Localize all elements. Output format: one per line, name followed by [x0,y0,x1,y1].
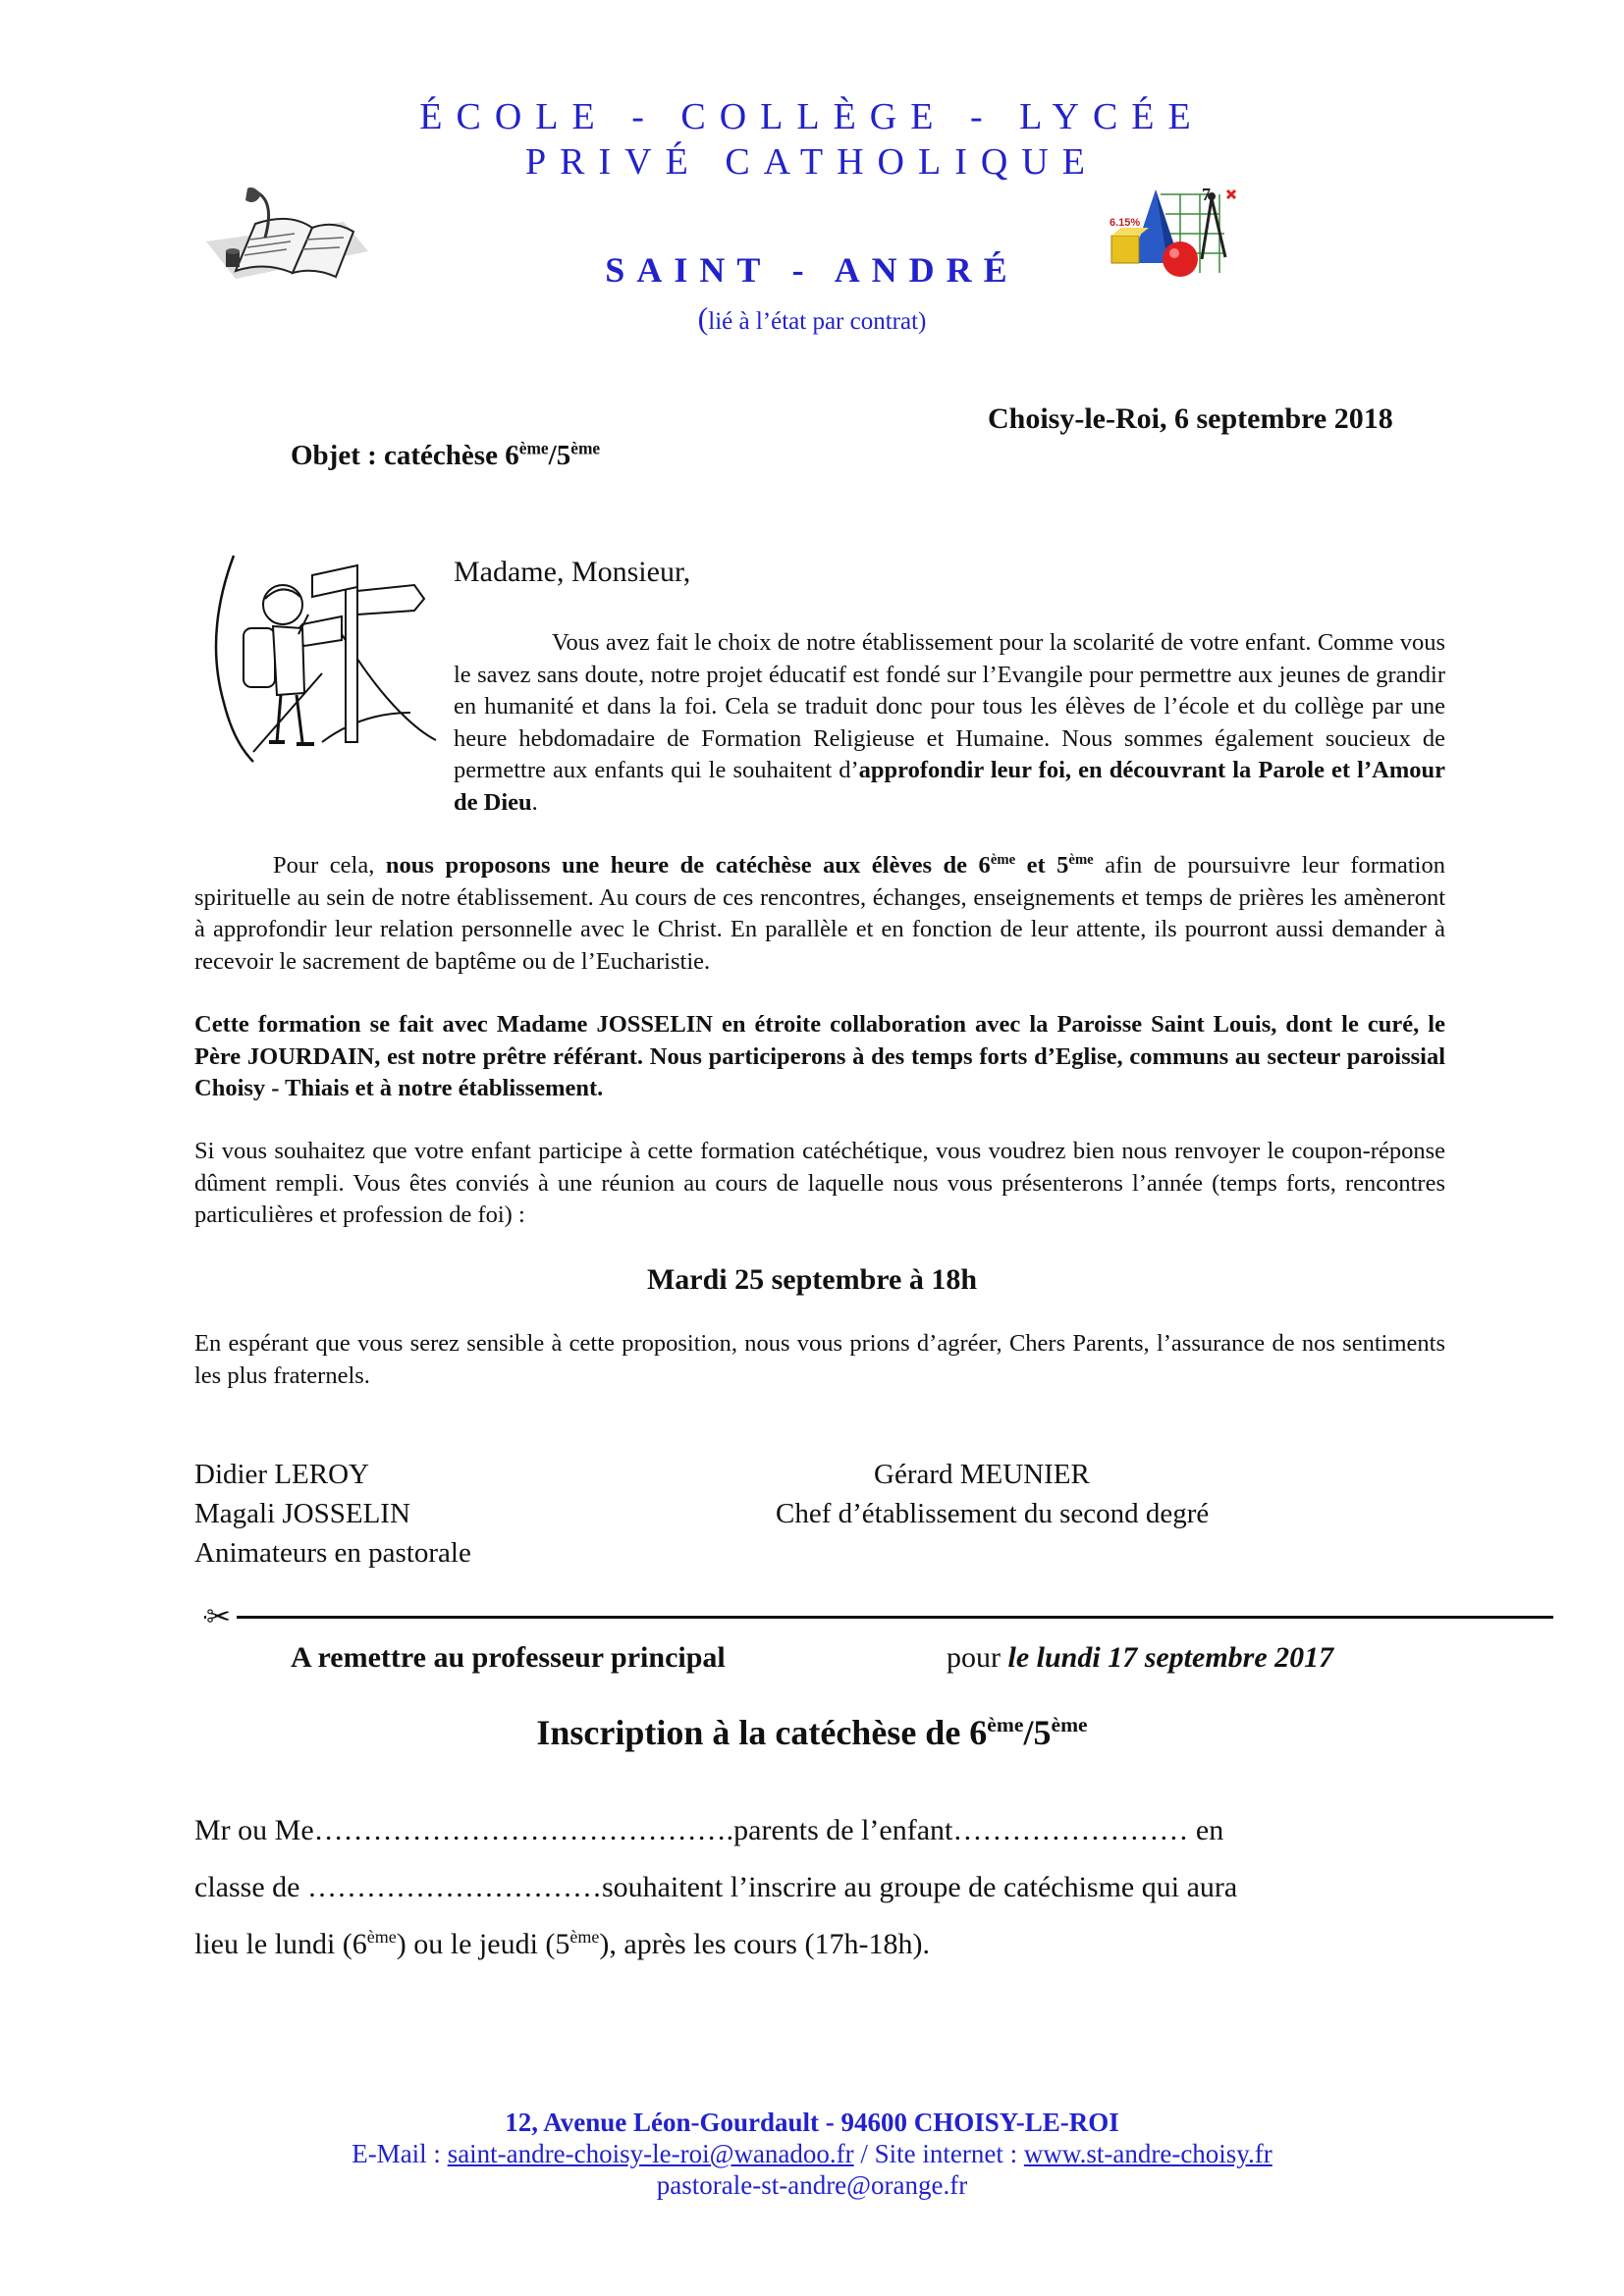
scissors-icon: ✂ [206,1600,237,1634]
svg-text:7: 7 [1202,185,1211,204]
paragraph-intro: Vous avez fait le choix de notre établissement pour la scolarité de votre enfant. Comme vous le savez sans doute, notre projet éducatif est fondé sur l’Evangile pour permettre aux jeunes de grandir en humanité et dans la foi. Cela se traduit donc pour tous les élèves de l’école et du collège par une heure hebdomadaire de Formation Religieuse et Humaine. Nous sommes également soucieux de permettre aux enfants qui le souhaitent d’approfondir leur foi, en découvrant la Parole et l’Amour de Dieu. [454,629,1445,816]
signatory-role: Chef d’établissement du second degré [776,1498,1210,1529]
signatory-name: Gérard MEUNIER [874,1459,1090,1490]
paragraph-invitation: Si vous souhaitez que votre enfant participe à cette formation catéchétique, vous voudrez bien nous renvoyer le coupon-réponse dûment rempli. Vous êtes conviés à une réunion au cours de laquelle nous vous présenterons l’année (temps forts, rencontres particulières et profession de foi) : [194,1138,1445,1228]
place-date: Choisy-le-Roi, 6 septembre 2018 [988,402,1393,435]
school-status: (lié à l’état par contrat) [697,300,927,336]
meeting-date: Mardi 25 septembre à 18h [646,1263,978,1296]
paragraph-closing: En espérant que vous serez sensible à cette proposition, nous vous prions d’agréer, Chers Parents, l’assurance de nos sentiments les plus fraternels. [194,1330,1445,1389]
cut-line [204,1616,1553,1619]
footer-email2: pastorale-st-andre@orange.fr [656,2170,968,2200]
coupon-deadline: pour le lundi 17 septembre 2017 [947,1641,1334,1674]
email-link[interactable]: saint-andre-choisy-le-roi@wanadoo.fr [447,2139,854,2168]
form-line-class[interactable]: classe de …………………………souhaitent l’inscrire au groupe de catéchisme qui aura [194,1871,1238,1903]
salutation: Madame, Monsieur, [454,556,691,588]
signatory-name: Didier LEROY [194,1459,369,1490]
paragraph-proposal: Pour cela, nous proposons une heure de catéchèse aux élèves de 6ème et 5ème afin de poursuivre leur formation spirituelle au sein de notre établissement. Au cours de ces rencontres, échanges, enseignements et temps de prières les amèneront à approfondir leur relation personnelle avec le Christ. En parallèle et en fonction de leur attente, ils pourront aussi demander à recevoir le sacrement de baptême ou de l’Eucharistie. [194,851,1445,975]
form-line-schedule: lieu le lundi (6ème) ou le jeudi (5ème), après les cours (17h-18h). [194,1927,930,1960]
signature-right [776,1455,1209,1533]
form-line-parents[interactable]: Mr ou Me…………………………………….parents de l’enfant…………………… en [194,1814,1224,1846]
subject-line: Objet : catéchèse 6ème/5ème [291,438,601,471]
hiker-signpost-illustration [194,546,438,770]
signatory-role: Animateurs en pastorale [194,1537,471,1569]
paragraph-collaboration: Cette formation se fait avec Madame JOSSELIN en étroite collaboration avec la Paroisse Saint Louis, dont le curé, le Père JOURDAIN, est notre prêtre référant. Nous participerons à des temps forts d’Eglise, communs au secteur paroissial Choisy - Thiais et à notre établissement. [194,1011,1445,1101]
coupon-title: Inscription à la catéchèse de 6ème/5ème [536,1713,1088,1752]
coupon-form [194,1802,1237,1973]
school-type-line2: PRIVÉ CATHOLIQUE [525,141,1099,183]
website-link[interactable]: www.st-andre-choisy.fr [1023,2139,1272,2168]
svg-text:6.15%: 6.15% [1110,217,1141,229]
school-type-line1: ÉCOLE - COLLÈGE - LYCÉE [419,96,1205,137]
signature-left [194,1455,471,1573]
school-name: SAINT - ANDRÉ [605,250,1019,290]
footer [0,2107,1624,2201]
footer-contact: E-Mail : saint-andre-choisy-le-roi@wanadoo.fr / Site internet : www.st-andre-choisy.fr [352,2139,1272,2168]
footer-address: 12, Avenue Léon-Gourdault - 94600 CHOISY-LE-ROI [505,2108,1119,2137]
signatory-name: Magali JOSSELIN [194,1498,410,1529]
coupon-instruction: A remettre au professeur principal [291,1641,726,1674]
